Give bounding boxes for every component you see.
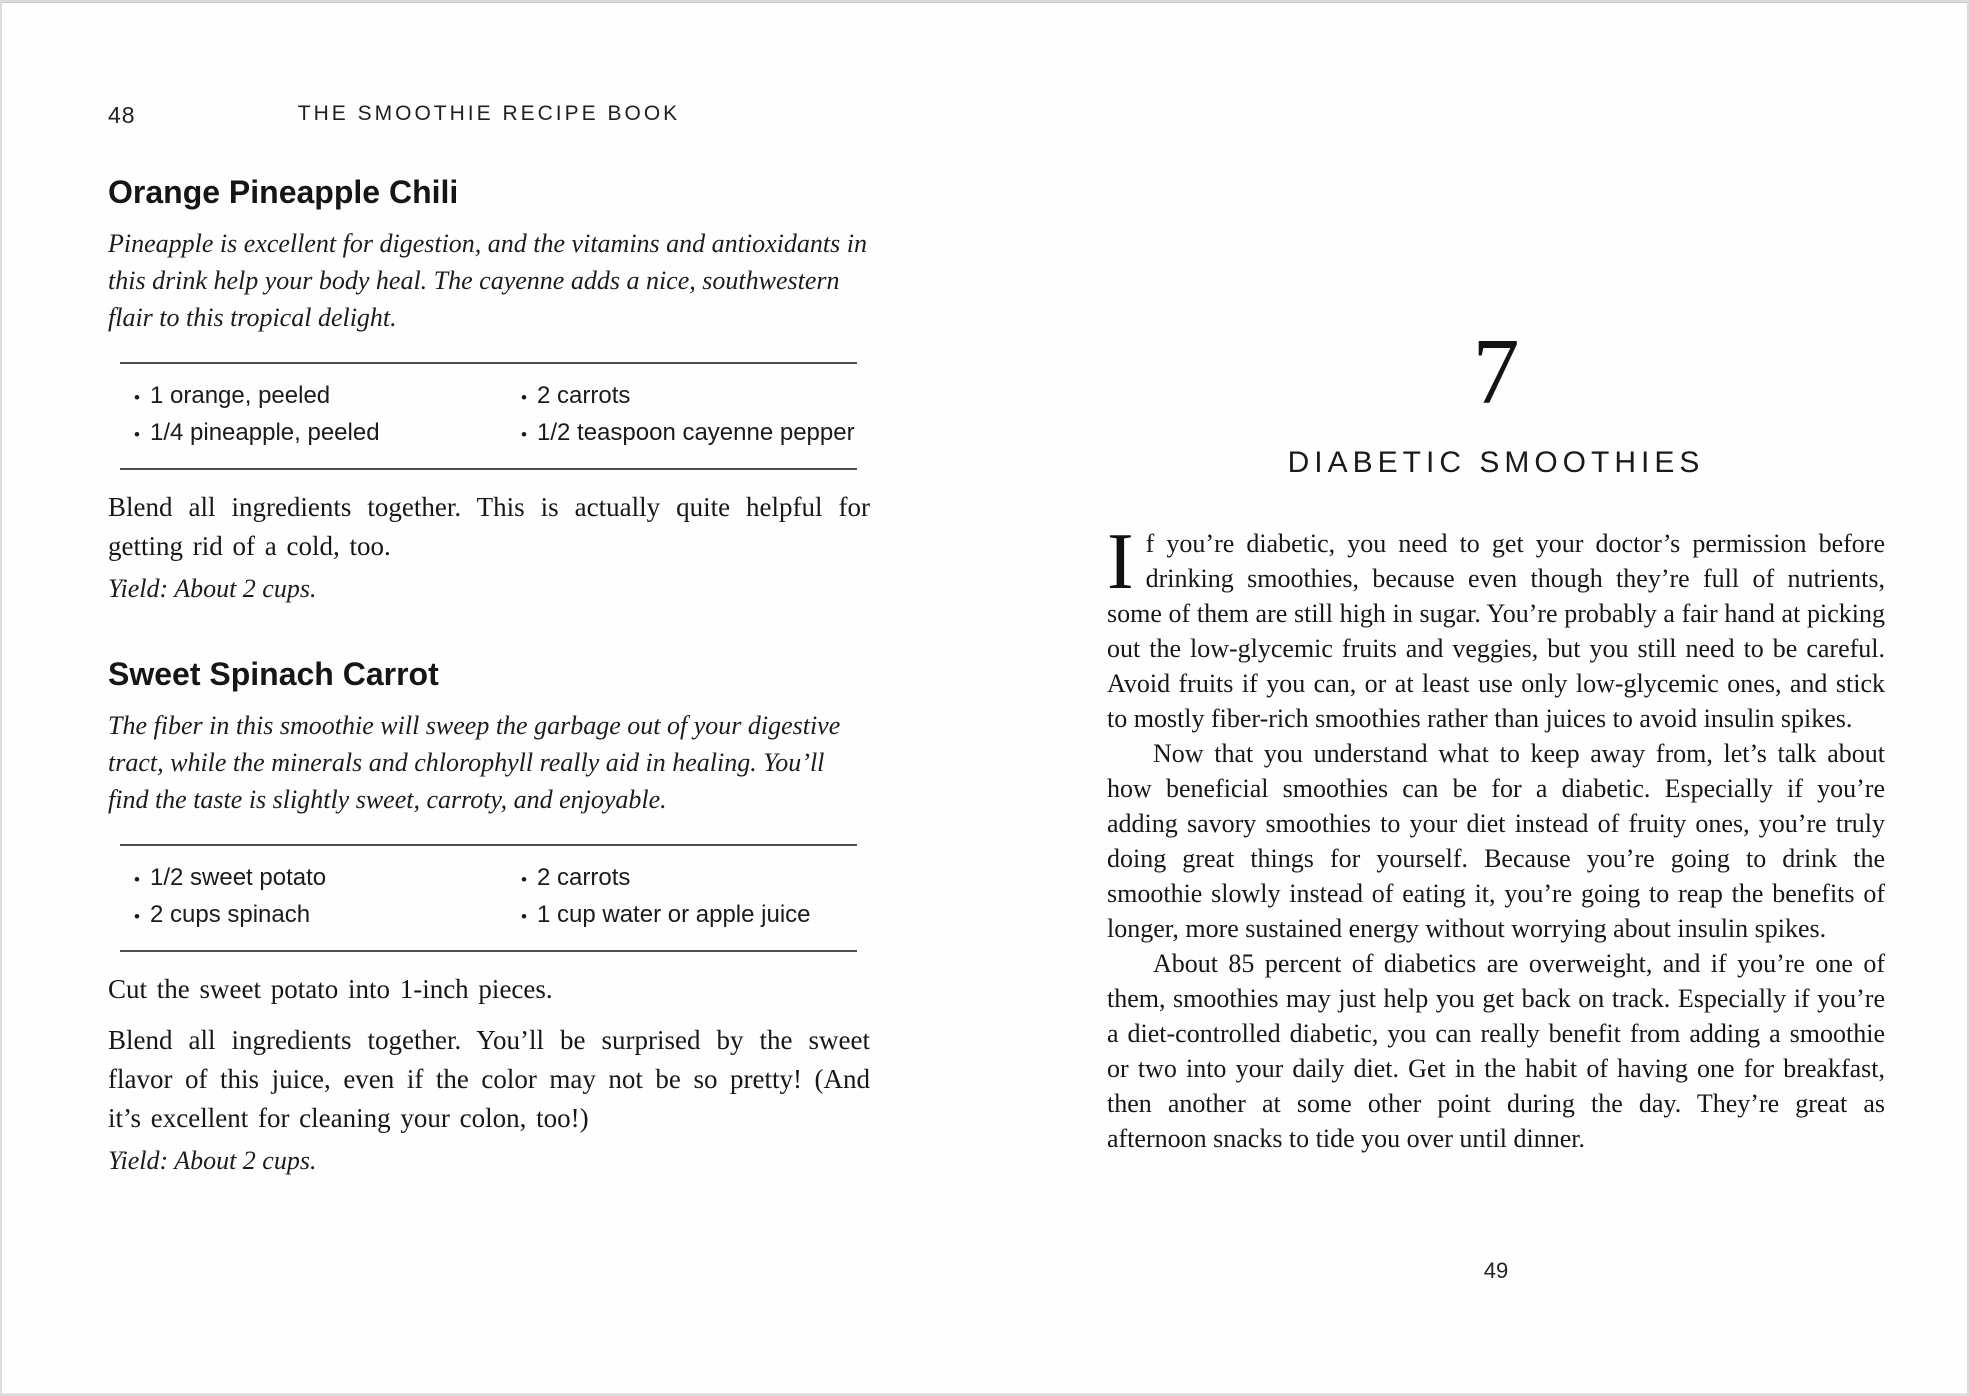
yield-note: Yield: About 2 cups. (108, 1146, 317, 1175)
ingredient-text: 1 orange, peeled (150, 382, 331, 409)
ingredient-item (120, 415, 507, 452)
left-page (108, 102, 870, 1176)
ingredient-item (507, 897, 857, 934)
chapter-title: DIABETIC SMOOTHIES (1287, 446, 1705, 479)
bullet-icon: • (134, 907, 140, 926)
recipe-description: Pineapple is excellent for digestion, and the vitamins and antioxidants in this drink help your body heal. The cayenne adds a nice, southwestern flair to this tropical delight. (108, 229, 867, 332)
bullet-icon: • (134, 425, 140, 444)
body-paragraph: Now that you understand what to keep away from, let’s talk about how beneficial smoothies can be for a diabetic. Especially if you’re adding savory smoothies to your diet instead of fruity ones, you’re truly doing great things for yourself. Because you’re going to drink the smoothie slowly instead of eating it, you’re going to reap the benefits of longer, more sustained energy without worrying about insulin spikes. (1107, 739, 1885, 943)
ingredients-box (120, 844, 857, 952)
chapter-number: 7 (1472, 320, 1520, 424)
instruction-paragraph: Blend all ingredients together. You’ll be surprised by the sweet flavor of this juice, even if the color may not be so pretty! (And it’s excellent for cleaning your colon, too!) (108, 1025, 870, 1133)
ingredient-text: 1 cup water or apple juice (537, 901, 811, 928)
ingredients-box (120, 362, 857, 470)
chapter-body (1107, 518, 1885, 1156)
opening-paragraph-text: f you’re diabetic, you need to get your doctor’s permission before drinking smoothies, because even though they’re full of nutrients, some of them are still high in sugar. You’re probably a fair hand at picking out the low-glycemic fruits and veggies, but you still need to be careful. Avoid fruits if you can, or at least use only low-glycemic ones, and stick to mostly fiber-rich smoothies rather than juices to avoid insulin spikes. (1107, 529, 1885, 733)
ingredient-item (120, 897, 507, 934)
bullet-icon: • (521, 907, 527, 926)
instruction-paragraph: Blend all ingredients together. This is actually quite helpful for getting rid of a cold, too. (108, 492, 870, 561)
ingredient-item (507, 378, 857, 415)
left-page-header (108, 102, 870, 134)
ingredients-column-1 (120, 860, 507, 934)
ingredient-text: 1/4 pineapple, peeled (150, 419, 380, 446)
bullet-icon: • (134, 870, 140, 889)
ingredients-column-2 (507, 860, 857, 934)
bullet-icon: • (521, 425, 527, 444)
ingredient-text: 2 carrots (537, 382, 631, 409)
ingredient-item (507, 415, 857, 452)
page-number-left: 48 (108, 102, 136, 128)
recipe-title: Orange Pineapple Chili (108, 174, 459, 210)
ingredients-column-2 (507, 378, 857, 452)
page-number-right: 49 (1483, 1258, 1509, 1283)
bullet-icon: • (521, 870, 527, 889)
ingredient-item (507, 860, 857, 897)
body-paragraph: About 85 percent of diabetics are overweight, and if you’re one of them, smoothies may just help you get back on track. Especially if you’re a diet-controlled diabetic, you can really benefit from adding a smoothie or two into your daily diet. Get in the habit of having one for breakfast, then another at some other point during the day. They’re great as afternoon snacks to tide you over until dinner. (1107, 949, 1885, 1153)
recipe-description: The fiber in this smoothie will sweep the garbage out of your digestive tract, while the minerals and chlorophyll really aid in healing. You’ll find the taste is slightly sweet, carroty, and enjoyable. (108, 711, 841, 814)
recipe-title: Sweet Spinach Carrot (108, 656, 439, 692)
ingredient-item (120, 860, 507, 897)
body-paragraph (1107, 518, 1885, 736)
recipe-sweet-spinach-carrot (108, 656, 870, 1176)
running-header: THE SMOOTHIE RECIPE BOOK (297, 102, 681, 125)
ingredient-text: 1/2 sweet potato (150, 864, 327, 891)
yield-note: Yield: About 2 cups. (108, 574, 317, 603)
ingredient-item (120, 378, 507, 415)
bullet-icon: • (521, 388, 527, 407)
recipe-orange-pineapple-chili (108, 174, 870, 604)
bullet-icon: • (134, 388, 140, 407)
ingredient-text: 2 carrots (537, 864, 631, 891)
instruction-paragraph: Cut the sweet potato into 1-inch pieces. (108, 974, 553, 1004)
ingredient-text: 1/2 teaspoon cayenne pepper (537, 419, 855, 446)
ingredient-text: 2 cups spinach (150, 901, 311, 928)
right-page (1107, 320, 1885, 1156)
ingredients-column-1 (120, 378, 507, 452)
drop-cap: I (1107, 518, 1134, 606)
